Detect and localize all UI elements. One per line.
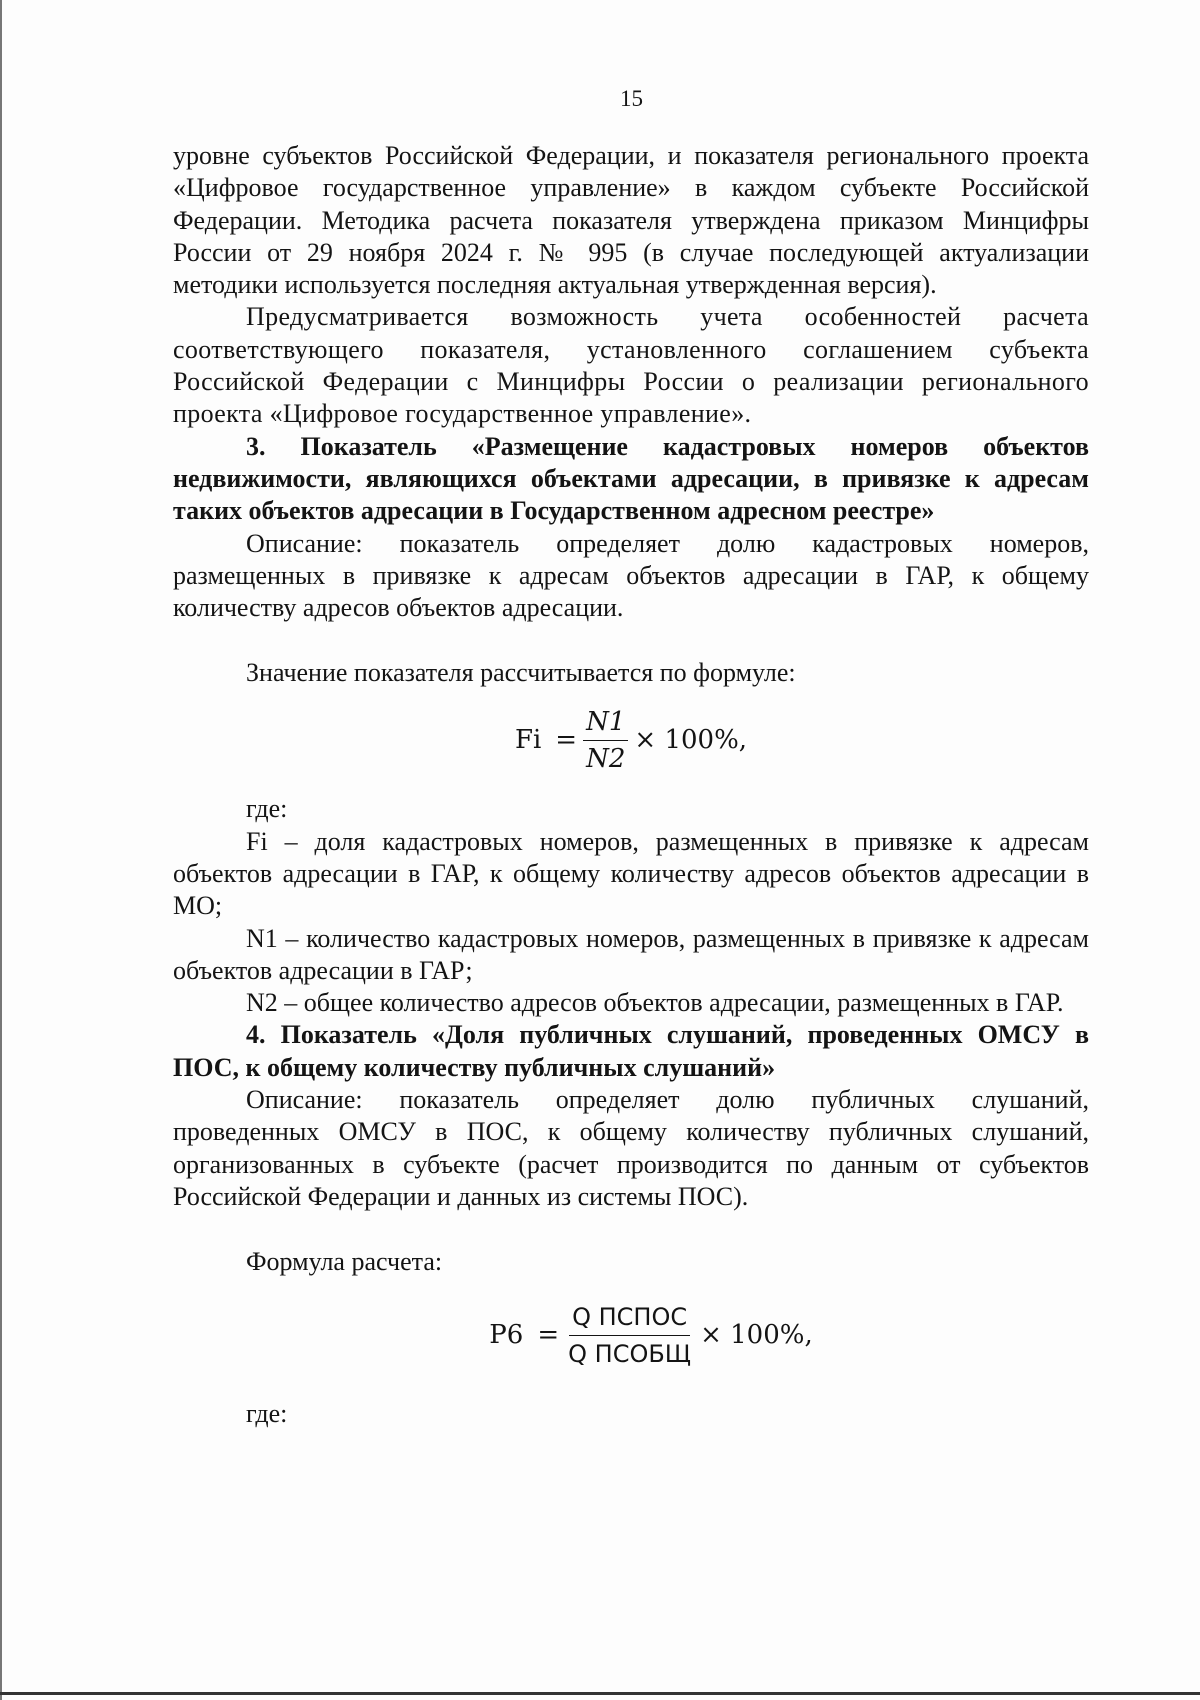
formula-numerator: N1 [583, 706, 628, 741]
formula-numerator: Q ПСПОС [569, 1301, 690, 1336]
spacer [173, 1213, 1089, 1246]
section-4-heading: 4. Показатель «Доля публичных слушаний, проведенных ОМСУ в ПОС, к общему количеству публичных слушаний» [173, 1020, 1089, 1082]
section-3-where: где: [246, 794, 288, 824]
formula-equals: = [537, 1320, 560, 1351]
formula-denominator: Q ПСОБЩ [568, 1339, 692, 1368]
document-body [173, 140, 1089, 1430]
formula-fraction [565, 1301, 694, 1371]
formula-denominator: N2 [586, 744, 626, 775]
formula-fi [515, 706, 747, 776]
formula-suffix: × 100%, [634, 725, 748, 756]
definition-fi-symbol: Fi [246, 826, 268, 856]
formula-lhs: Р6 [489, 1320, 524, 1351]
section-3-formula [173, 706, 1089, 776]
section-4-description: Описание: показатель определяет долю публичных слушаний, проведенных ОМСУ в ПОС, к общему количеству публичных слушаний, организованных в субъекте (расчет производится по данным от субъектов Российской Федерации и данных из системы ПОС). [173, 1085, 1089, 1211]
section-3-heading: 3. Показатель «Размещение кадастровых номеров объектов недвижимости, являющихся объектами адресации, в привязке к адресам таких объектов адресации в Государственном адресном реестре» [173, 431, 1089, 526]
definition-fi-text: – доля кадастровых номеров, размещенных в привязке к адресам объектов адресации в ГАР, к общему количеству адресов объектов адресации в МО; [173, 826, 1089, 921]
paragraph-continued: уровне субъектов Российской Федерации, и показателя регионального проекта «Цифровое государственное управление» в каждом субъекте Российской Федерации. Методика расчета показателя утверждена приказом Минцифры России от 29 ноября 2024 г. № 995 (в случае последующей актуализации методики используется последняя актуальная утвержденная версия). [173, 141, 1089, 300]
formula-suffix: × 100%, [700, 1320, 813, 1351]
formula-p6 [489, 1301, 812, 1371]
section-4-where: где: [246, 1399, 288, 1429]
formula-lhs: Fi [514, 725, 542, 756]
spacer [173, 624, 1089, 657]
section-3-formula-intro: Значение показателя рассчитывается по формуле: [246, 658, 796, 688]
scan-left-edge [0, 0, 2, 1700]
definition-n1: N1 – количество кадастровых номеров, размещенных в привязке к адресам объектов адресации в ГАР; [173, 923, 1089, 985]
paragraph-adjustment-note: Предусматривается возможность учета особенностей расчета соответствующего показателя, установленного соглашением субъекта Российской Федерации с Минцифры России о реализации регионального проекта «Цифровое государственное управление». [173, 302, 1089, 429]
section-4-formula [173, 1301, 1089, 1371]
section-4-formula-intro: Формула расчета: [246, 1247, 443, 1277]
definition-fi [173, 826, 1089, 923]
section-3-description: Описание: показатель определяет долю кадастровых номеров, размещенных в привязке к адресам объектов адресации в ГАР, к общему количеству адресов объектов адресации. [173, 528, 1089, 623]
definition-n2: N2 – общее количество адресов объектов адресации, размещенных в ГАР. [246, 988, 1064, 1018]
scan-bottom-edge [0, 1692, 1200, 1695]
page-number: 15 [620, 86, 643, 111]
formula-equals: = [555, 725, 578, 756]
formula-fraction [583, 706, 628, 776]
